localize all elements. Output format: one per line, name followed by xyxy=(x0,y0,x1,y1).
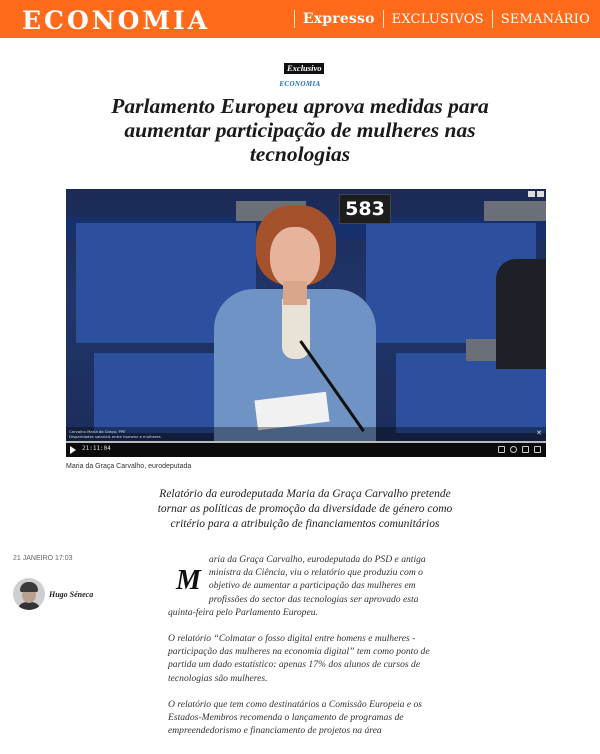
nav-link-expresso[interactable]: Expresso xyxy=(302,11,375,27)
paragraph xyxy=(168,553,444,619)
settings-icon[interactable] xyxy=(498,446,505,453)
avatar-figure xyxy=(17,602,41,610)
nav-link-exclusivos[interactable]: EXCLUSIVOS xyxy=(391,11,484,27)
header-nav xyxy=(286,0,590,38)
nav-divider xyxy=(383,10,384,28)
author-avatar[interactable] xyxy=(13,578,45,610)
subtitles-icon[interactable] xyxy=(522,446,529,453)
article-body xyxy=(168,553,444,750)
video-scene-person xyxy=(496,259,546,369)
publish-date: 21 JANEIRO 17:03 xyxy=(13,555,73,562)
article-headline: Parlamento Europeu aprova medidas para aumentar participação de mulheres nas tecnologias xyxy=(111,94,489,166)
share-icon[interactable] xyxy=(528,191,535,197)
video-scene-bench xyxy=(94,353,214,433)
paragraph-text: aria da Graça Carvalho, eurodeputada do PSD e antiga ministra da Ciência, viu o relatório que produziu com o objetivo de aumentar a participação das mulheres em profissões do sector das tecnologias ser aprovado esta quinta-feira pelo Parlamento Europeu. xyxy=(168,554,426,618)
nav-link-semanario[interactable]: SEMANÁRIO xyxy=(500,11,590,27)
photo-caption: Maria da Graça Carvalho, eurodeputada xyxy=(66,463,192,470)
article-lede: Relatório da eurodeputada Maria da Graça Carvalho pretende tornar as políticas de promoção da diversidade de género como critério para a atribuição de financiamentos comunitários xyxy=(157,488,453,530)
close-icon[interactable]: ✕ xyxy=(536,429,542,437)
embed-icon[interactable] xyxy=(537,191,544,197)
avatar-figure xyxy=(20,582,38,592)
seat-number-sign: 583 xyxy=(339,194,391,224)
section-label[interactable]: ECONOMIA xyxy=(279,80,321,88)
author-name[interactable]: Hugo Séneca xyxy=(49,590,94,599)
speaker-figure xyxy=(283,281,307,305)
drop-cap: M xyxy=(176,565,201,596)
paragraph: O relatório “Colmatar o fosso digital entre homens e mulheres - participação das mulheres na economia digital” tem como ponto de partida um dado estatístico: apenas 17% dos alunos de cursos de tecnologias são mulheres. xyxy=(168,633,430,684)
video-scene-desk xyxy=(484,201,546,221)
volume-icon[interactable] xyxy=(510,446,517,453)
brand-logo[interactable]: ECONOMIA xyxy=(22,6,211,35)
fullscreen-icon[interactable] xyxy=(534,446,541,453)
paragraph: O relatório que tem como destinatários a Comissão Europeia e os Estados-Membros recomenda o lançamento de programas de empreendedorismo e financiamento de projetos na área xyxy=(168,698,423,737)
lower-third-name: Carvalho Maria da Graça, PPE xyxy=(69,429,126,434)
nav-divider xyxy=(492,10,493,28)
nav-divider xyxy=(294,10,295,28)
speaker-figure xyxy=(270,227,320,289)
lower-third-title: Disparidades salariais entre homens e mulheres xyxy=(69,434,161,439)
video-controls xyxy=(66,443,546,457)
video-time: 21:11:04 xyxy=(82,445,111,452)
exclusive-badge: Exclusivo xyxy=(284,63,324,74)
video-player[interactable] xyxy=(66,189,546,457)
play-icon[interactable] xyxy=(70,446,76,454)
video-top-controls xyxy=(528,191,544,197)
site-header xyxy=(0,0,600,38)
